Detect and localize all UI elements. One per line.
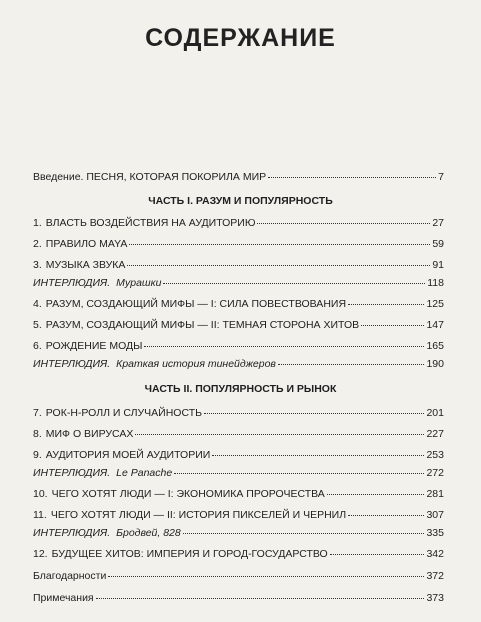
entry-page: 7 bbox=[438, 171, 444, 183]
interlude-title: Le Panache bbox=[116, 467, 173, 479]
entry-page: 253 bbox=[426, 449, 444, 461]
dot-leader bbox=[144, 346, 424, 347]
entry-number: 2. bbox=[33, 238, 42, 250]
interlude-keyword: ИНТЕРЛЮДИЯ. bbox=[33, 277, 111, 289]
toc-interlude bbox=[33, 277, 444, 295]
dot-leader bbox=[163, 283, 425, 284]
entry-title: БУДУЩЕЕ ХИТОВ: ИМПЕРИЯ И ГОРОД-ГОСУДАРСТВО bbox=[51, 548, 328, 560]
entry-page: 272 bbox=[426, 467, 444, 479]
toc-entry-intro bbox=[33, 171, 444, 189]
entry-number: 10. bbox=[33, 488, 48, 500]
dot-leader bbox=[348, 304, 424, 305]
interlude-title: Бродвей, 828 bbox=[116, 527, 181, 539]
page-title: СОДЕРЖАНИЕ bbox=[145, 24, 336, 52]
entry-title: АУДИТОРИЯ МОЕЙ АУДИТОРИИ bbox=[45, 449, 211, 461]
dot-leader bbox=[127, 265, 430, 266]
toc-interlude bbox=[33, 358, 444, 376]
entry-title: ЧЕГО ХОТЯТ ЛЮДИ — I: ЭКОНОМИКА ПРОРОЧЕСТВА bbox=[51, 488, 325, 500]
entry-page: 125 bbox=[426, 298, 444, 310]
dot-leader bbox=[268, 177, 436, 178]
entry-label: Введение. ПЕСНЯ, КОТОРАЯ ПОКОРИЛА МИР bbox=[33, 171, 267, 183]
dot-leader bbox=[257, 223, 430, 224]
entry-title: РОК-Н-РОЛЛ И СЛУЧАЙНОСТЬ bbox=[45, 407, 203, 419]
toc-entry bbox=[33, 238, 444, 256]
entry-page: 342 bbox=[426, 548, 444, 560]
dot-leader bbox=[348, 515, 424, 516]
toc-interlude bbox=[33, 467, 444, 485]
interlude-keyword: ИНТЕРЛЮДИЯ. bbox=[33, 467, 111, 479]
entry-page: 227 bbox=[426, 428, 444, 440]
entry-number: 8. bbox=[33, 428, 42, 440]
entry-page: 190 bbox=[426, 358, 444, 370]
part-heading-1: ЧАСТЬ I. РАЗУМ И ПОПУЛЯРНОСТЬ bbox=[148, 195, 333, 207]
dot-leader bbox=[212, 455, 424, 456]
entry-number: 6. bbox=[33, 340, 42, 352]
entry-label: Благодарности bbox=[33, 570, 107, 582]
entry-page: 372 bbox=[426, 570, 444, 582]
interlude-title: Краткая история тинейджеров bbox=[116, 358, 276, 370]
entry-label: Примечания bbox=[33, 592, 94, 604]
toc-entry bbox=[33, 217, 444, 235]
entry-title: МУЗЫКА ЗВУКА bbox=[45, 259, 126, 271]
entry-page: 91 bbox=[432, 259, 444, 271]
toc-entry bbox=[33, 340, 444, 358]
entry-number: 4. bbox=[33, 298, 42, 310]
dot-leader bbox=[174, 473, 424, 474]
entry-number: 1. bbox=[33, 217, 42, 229]
toc-entry bbox=[33, 428, 444, 446]
entry-number: 5. bbox=[33, 319, 42, 331]
entry-title: ВЛАСТЬ ВОЗДЕЙСТВИЯ НА АУДИТОРИЮ bbox=[45, 217, 256, 229]
entry-page: 27 bbox=[432, 217, 444, 229]
entry-page: 335 bbox=[426, 527, 444, 539]
entry-page: 307 bbox=[426, 509, 444, 521]
entry-page: 59 bbox=[432, 238, 444, 250]
entry-title: МИФ О ВИРУСАХ bbox=[45, 428, 134, 440]
dot-leader bbox=[129, 244, 430, 245]
entry-page: 201 bbox=[426, 407, 444, 419]
dot-leader bbox=[96, 598, 425, 599]
interlude-keyword: ИНТЕРЛЮДИЯ. bbox=[33, 358, 111, 370]
entry-page: 147 bbox=[426, 319, 444, 331]
entry-number: 7. bbox=[33, 407, 42, 419]
entry-number: 11. bbox=[33, 509, 47, 521]
interlude-keyword: ИНТЕРЛЮДИЯ. bbox=[33, 527, 111, 539]
toc-entry bbox=[33, 259, 444, 277]
entry-number: 12. bbox=[33, 548, 48, 560]
toc-entry bbox=[33, 298, 444, 316]
dot-leader bbox=[278, 364, 425, 365]
interlude-title: Мурашки bbox=[116, 277, 162, 289]
dot-leader bbox=[108, 576, 424, 577]
toc-entry bbox=[33, 407, 444, 425]
entry-page: 165 bbox=[426, 340, 444, 352]
entry-title: РАЗУМ, СОЗДАЮЩИЙ МИФЫ — I: СИЛА ПОВЕСТВОВАНИЯ bbox=[45, 298, 347, 310]
dot-leader bbox=[135, 434, 424, 435]
toc-interlude bbox=[33, 527, 444, 545]
entry-page: 373 bbox=[426, 592, 444, 604]
part-heading-2: ЧАСТЬ II. ПОПУЛЯРНОСТЬ И РЫНОК bbox=[144, 383, 337, 395]
toc-entry bbox=[33, 319, 444, 337]
toc-entry bbox=[33, 548, 444, 566]
entry-title: РАЗУМ, СОЗДАЮЩИЙ МИФЫ — II: ТЕМНАЯ СТОРОНА ХИТОВ bbox=[45, 319, 360, 331]
dot-leader bbox=[204, 413, 424, 414]
toc-entry-notes bbox=[33, 592, 444, 610]
toc-entry bbox=[33, 509, 444, 527]
entry-page: 118 bbox=[427, 277, 444, 289]
dot-leader bbox=[327, 494, 425, 495]
dot-leader bbox=[330, 554, 425, 555]
toc-entry bbox=[33, 488, 444, 506]
entry-number: 9. bbox=[33, 449, 42, 461]
toc-entry bbox=[33, 449, 444, 467]
entry-number: 3. bbox=[33, 259, 42, 271]
toc-entry-acknowledgements bbox=[33, 570, 444, 588]
entry-page: 281 bbox=[426, 488, 444, 500]
entry-title: ПРАВИЛО MAYA bbox=[45, 238, 128, 250]
entry-title: ЧЕГО ХОТЯТ ЛЮДИ — II: ИСТОРИЯ ПИКСЕЛЕЙ И ЧЕРНИЛ bbox=[50, 509, 347, 521]
dot-leader bbox=[183, 533, 425, 534]
dot-leader bbox=[361, 325, 424, 326]
entry-title: РОЖДЕНИЕ МОДЫ bbox=[45, 340, 143, 352]
